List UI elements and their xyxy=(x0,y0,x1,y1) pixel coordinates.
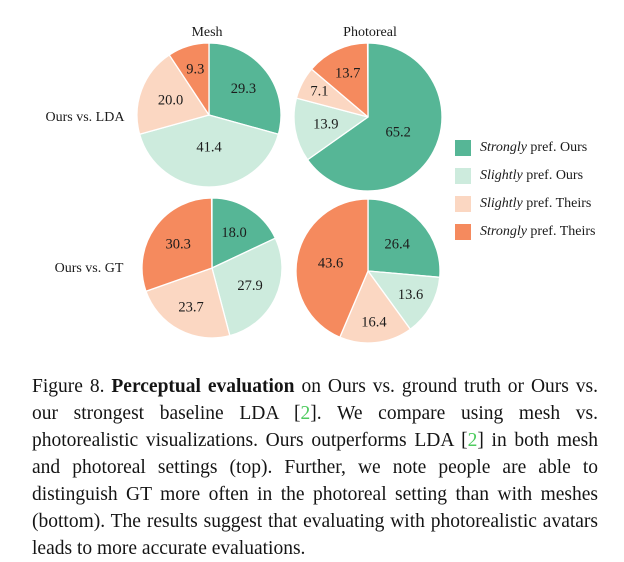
pie-slice-value: 16.4 xyxy=(361,314,387,331)
caption-text: ] in both mesh and photoreal settings (top). Further, we note people are able to distinguish GT more often in the photoreal setting than with meshes (bottom). The results suggest that evaluating with photorealistic avatars leads to more accurate evaluations. xyxy=(32,430,598,559)
pie-slice-value: 23.7 xyxy=(178,299,204,316)
pie-slice-value: 65.2 xyxy=(385,124,411,141)
pie-slice-value: 41.4 xyxy=(196,139,222,156)
pie-slice-value: 7.1 xyxy=(310,83,329,100)
legend-label-em: Slightly xyxy=(480,195,523,211)
caption-text: Figure 8. xyxy=(32,376,112,397)
legend-label-rest: pref. Theirs xyxy=(526,223,596,239)
column-title-photoreal: Photoreal xyxy=(343,25,397,40)
figure-caption xyxy=(32,373,598,562)
legend-label-strongly-ours xyxy=(480,140,587,156)
pie-slice-value: 13.6 xyxy=(397,287,424,304)
pie-slice-value: 20.0 xyxy=(157,92,184,109)
legend-item-slightly-theirs xyxy=(455,195,595,212)
pie-slice-value: 30.3 xyxy=(165,236,191,253)
row-label-ours-vs-lda: Ours vs. LDA xyxy=(45,110,125,125)
pie-ours-vs-gt-mesh xyxy=(142,198,282,338)
legend-label-em: Strongly xyxy=(480,223,527,239)
legend-swatch-strongly-theirs xyxy=(455,224,471,240)
pie-slice-value: 26.4 xyxy=(384,236,410,253)
legend-label-strongly-theirs xyxy=(480,224,595,240)
row-label-ours-vs-gt: Ours vs. GT xyxy=(54,261,124,276)
pie-ours-vs-lda-photoreal xyxy=(294,43,442,191)
caption-text: Perceptual evaluation xyxy=(111,376,295,397)
legend-label-rest: pref. Ours xyxy=(526,139,588,155)
pie-slice-value: 27.9 xyxy=(237,277,263,294)
legend-label-rest: pref. Ours xyxy=(522,167,584,183)
legend-label-slightly-theirs xyxy=(480,196,591,212)
caption-text: ]. We compare using mesh vs. photorealistic visualizations. Ours outperforms LDA [ xyxy=(32,403,598,451)
legend xyxy=(455,139,595,251)
pie-slice-value: 29.3 xyxy=(230,80,257,97)
pie-slice-value: 43.6 xyxy=(317,255,344,272)
legend-item-strongly-ours xyxy=(455,139,595,156)
pie-ours-vs-gt-photoreal xyxy=(296,199,440,343)
legend-item-strongly-theirs xyxy=(455,223,595,240)
citation-ref: 2 xyxy=(300,403,311,424)
legend-label-em: Slightly xyxy=(480,167,523,183)
pie-slice-value: 18.0 xyxy=(221,225,247,242)
legend-swatch-slightly-theirs xyxy=(455,196,471,212)
legend-label-rest: pref. Theirs xyxy=(522,195,592,211)
legend-swatch-strongly-ours xyxy=(455,140,471,156)
caption-text: on Ours vs. ground truth or Ours vs. our strongest baseline LDA [ xyxy=(32,376,598,424)
legend-item-slightly-ours xyxy=(455,167,595,184)
pie-slice-value: 13.9 xyxy=(313,116,339,133)
pie-slice-value: 9.3 xyxy=(186,61,205,78)
pie-slice-value: 13.7 xyxy=(335,65,361,82)
legend-label-slightly-ours xyxy=(480,168,583,184)
citation-ref: 2 xyxy=(467,430,478,451)
column-title-mesh: Mesh xyxy=(191,25,223,40)
pie-ours-vs-lda-mesh xyxy=(137,43,281,187)
legend-swatch-slightly-ours xyxy=(455,168,471,184)
legend-label-em: Strongly xyxy=(480,139,527,155)
